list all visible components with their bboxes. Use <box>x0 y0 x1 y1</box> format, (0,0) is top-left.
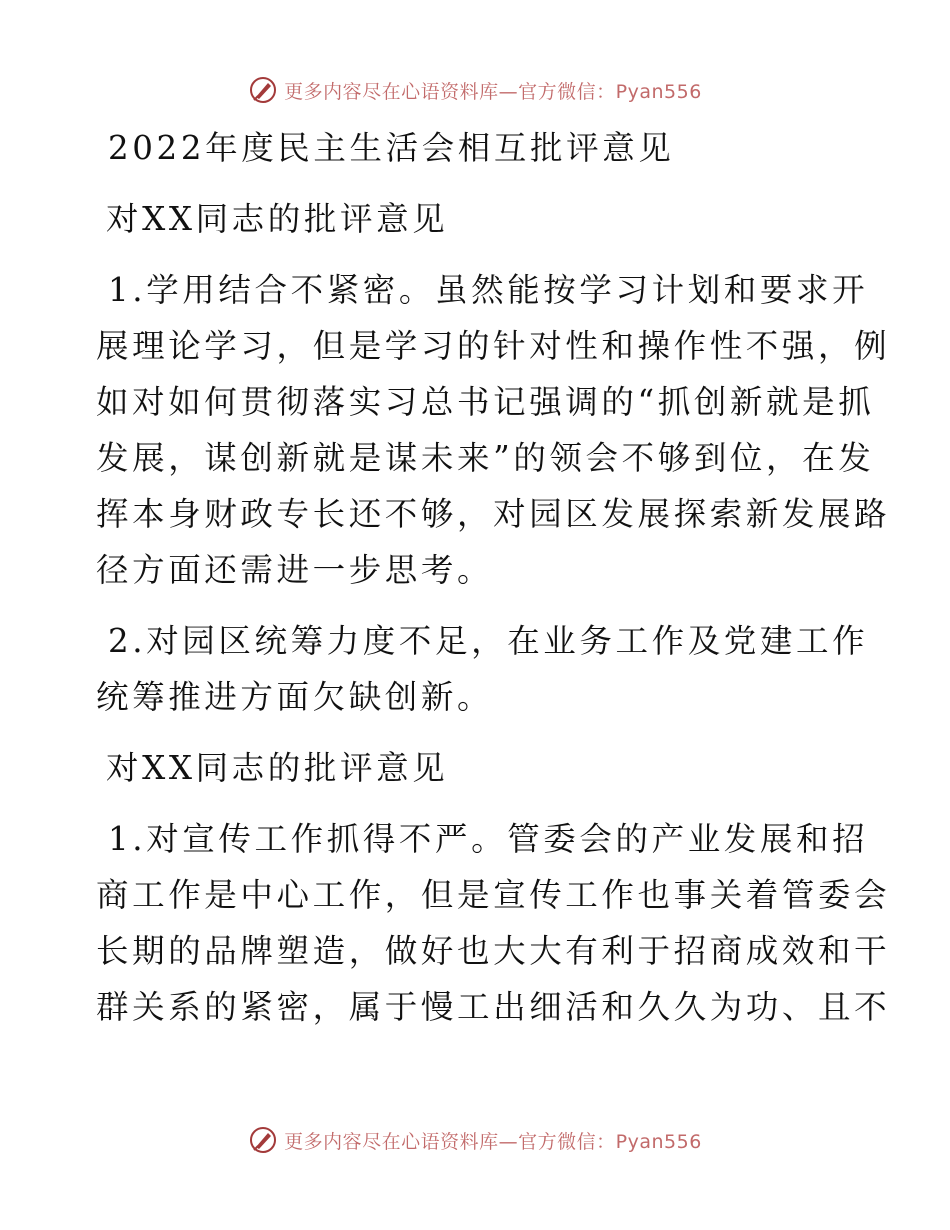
document-body <box>96 120 891 1035</box>
paragraph-1-2 <box>96 613 869 725</box>
watermark-header <box>0 70 950 110</box>
quill-circle-icon <box>248 1125 278 1155</box>
paragraph-line: 径方面还需进一步思考。 <box>96 551 494 589</box>
watermark-text: 更多内容尽在心语资料库—官方微信：Pyan556 <box>284 80 702 103</box>
paragraph-2-1 <box>96 811 891 1035</box>
paragraph-line: 挥本身财政专长还不够，对园区发展探索新发展路 <box>96 495 891 533</box>
paragraph-line: 1.对宣传工作抓得不严。管委会的产业发展和招 <box>108 820 869 858</box>
watermark-text: 更多内容尽在心语资料库—官方微信：Pyan556 <box>284 1130 702 1153</box>
paragraph-1-1 <box>96 262 891 598</box>
paragraph-line: 如对如何贯彻落实习总书记强调的“抓创新就是抓 <box>96 383 875 421</box>
section-heading-1: 对XX同志的批评意见 <box>106 200 449 238</box>
paragraph-line: 统筹推进方面欠缺创新。 <box>96 678 494 716</box>
document-title: 2022年度民主生活会相互批评意见 <box>108 129 675 167</box>
paragraph-line: 长期的品牌塑造，做好也大大有利于招商成效和干 <box>96 932 891 970</box>
paragraph-line: 群关系的紧密，属于慢工出细活和久久为功、且不 <box>96 988 891 1026</box>
paragraph-line: 展理论学习，但是学习的针对性和操作性不强，例 <box>96 327 891 365</box>
section-heading-2: 对XX同志的批评意见 <box>106 749 449 787</box>
paragraph-line: 商工作是中心工作，但是宣传工作也事关着管委会 <box>96 876 891 914</box>
paragraph-line: 2.对园区统筹力度不足，在业务工作及党建工作 <box>108 622 869 660</box>
quill-circle-icon <box>248 75 278 105</box>
watermark-footer <box>0 1120 950 1160</box>
paragraph-line: 1.学用结合不紧密。虽然能按学习计划和要求开 <box>108 271 869 309</box>
paragraph-line: 发展，谋创新就是谋未来”的领会不够到位，在发 <box>96 439 875 477</box>
